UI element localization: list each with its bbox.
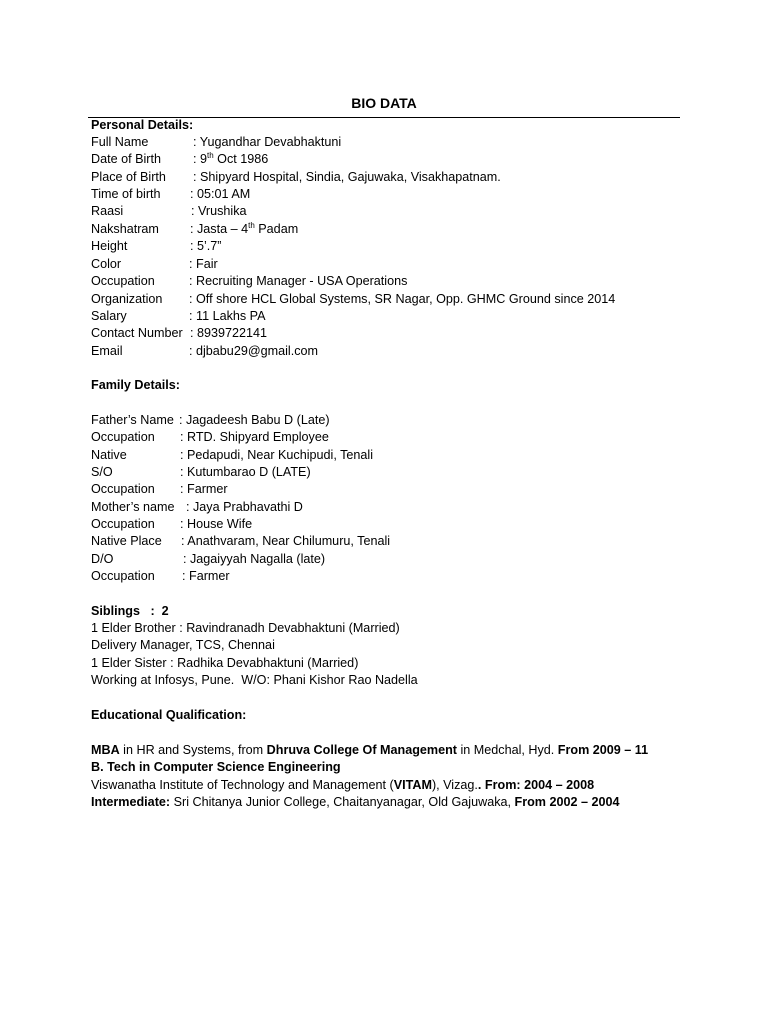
field-label: Occupation xyxy=(91,517,155,531)
personal-row-full-name xyxy=(91,134,341,151)
field-label: Raasi xyxy=(91,204,124,218)
field-value: : 05:01 AM xyxy=(190,187,251,201)
field-label: Father’s Name xyxy=(91,413,174,427)
field-label: Occupation xyxy=(91,569,155,583)
family-row-mother-name xyxy=(91,499,303,516)
field-value: : Jagaiyyah Nagalla (late) xyxy=(183,552,326,566)
field-label: Nakshatram xyxy=(91,222,159,236)
personal-row-organization xyxy=(91,291,615,308)
field-label: Occupation xyxy=(91,482,155,496)
field-label: Email xyxy=(91,344,123,358)
field-value: : 11 Lakhs PA xyxy=(189,309,266,323)
field-value: : Jasta – 4th Padam xyxy=(190,220,299,236)
page-title: BIO DATA xyxy=(351,95,417,111)
field-label: Native Place xyxy=(91,534,162,548)
field-value: : Shipyard Hospital, Sindia, Gajuwaka, Visakhapatnam. xyxy=(193,170,501,184)
field-label: Height xyxy=(91,239,128,253)
family-row-father-occupation xyxy=(91,429,329,446)
field-value: : Jaya Prabhavathi D xyxy=(186,500,303,514)
siblings-heading: Siblings : 2 xyxy=(91,604,169,618)
education-intermediate: Intermediate: Sri Chitanya Junior College, Chaitanyanagar, Old Gajuwaka, From 2002 – 2004 xyxy=(91,795,620,809)
field-label: Color xyxy=(91,257,122,271)
family-row-native xyxy=(91,447,373,464)
field-value: : Jagadeesh Babu D (Late) xyxy=(179,413,330,427)
field-label: Time of birth xyxy=(91,187,161,201)
field-value: : Fair xyxy=(189,257,218,271)
field-label: Place of Birth xyxy=(91,170,166,184)
sibling-line: 1 Elder Brother : Ravindranadh Devabhaktuni (Married) xyxy=(91,621,400,635)
family-row-s-o xyxy=(91,464,311,481)
field-value: : Vrushika xyxy=(191,204,247,218)
field-label: Salary xyxy=(91,309,127,323)
field-label: Occupation xyxy=(91,274,155,288)
field-value: : Farmer xyxy=(180,482,228,496)
family-row-grandfather-occupation xyxy=(91,481,228,498)
field-value: : Recruiting Manager - USA Operations xyxy=(189,274,408,288)
field-value: : RTD. Shipyard Employee xyxy=(180,430,329,444)
field-value: : Yugandhar Devabhaktuni xyxy=(193,135,342,149)
field-label: Contact Number xyxy=(91,326,183,340)
field-value: : 8939722141 xyxy=(190,326,268,340)
family-row-mother-occupation xyxy=(91,516,252,533)
personal-row-raasi xyxy=(91,203,247,220)
personal-row-contact-number xyxy=(91,325,267,342)
personal-row-salary xyxy=(91,308,266,325)
education-vitam: Viswanatha Institute of Technology and Management (VITAM), Vizag.. From: 2004 – 2008 xyxy=(91,778,595,792)
personal-row-occupation xyxy=(91,273,407,290)
field-value: : Pedapudi, Near Kuchipudi, Tenali xyxy=(180,448,374,462)
field-label: Occupation xyxy=(91,430,155,444)
field-value: : 9th Oct 1986 xyxy=(193,150,269,166)
sibling-line: Working at Infosys, Pune. W/O: Phani Kishor Rao Nadella xyxy=(91,673,418,687)
field-label: Full Name xyxy=(91,135,149,149)
field-label: Mother’s name xyxy=(91,500,175,514)
personal-details-heading: Personal Details: xyxy=(91,118,194,132)
education-heading: Educational Qualification: xyxy=(91,708,247,722)
education-btech: B. Tech in Computer Science Engineering xyxy=(91,760,341,774)
personal-row-nakshatram xyxy=(91,221,298,238)
personal-row-email xyxy=(91,343,318,360)
sibling-line: Delivery Manager, TCS, Chennai xyxy=(91,638,275,652)
field-label: Native xyxy=(91,448,127,462)
field-label: Organization xyxy=(91,292,163,306)
personal-row-time-of-birth xyxy=(91,186,250,203)
family-row-d-o xyxy=(91,551,325,568)
family-row-father-name xyxy=(91,412,330,429)
education-mba: MBA in HR and Systems, from Dhruva College Of Management in Medchal, Hyd. From 2009 – 11 xyxy=(91,743,649,757)
field-label: Date of Birth xyxy=(91,152,161,166)
field-label: D/O xyxy=(91,552,114,566)
field-value: : djbabu29@gmail.com xyxy=(189,344,318,358)
family-row-maternal-occupation xyxy=(91,568,230,585)
personal-row-color xyxy=(91,256,218,273)
personal-row-place-of-birth xyxy=(91,169,501,186)
field-value: : Kutumbarao D (LATE) xyxy=(180,465,311,479)
field-value: : Farmer xyxy=(182,569,230,583)
sibling-line: 1 Elder Sister : Radhika Devabhaktuni (Married) xyxy=(91,656,359,670)
personal-row-height xyxy=(91,238,222,255)
family-row-native-place xyxy=(91,533,390,550)
field-value: : 5’.7” xyxy=(190,239,222,253)
field-label: S/O xyxy=(91,465,113,479)
field-value: : Off shore HCL Global Systems, SR Nagar, Opp. GHMC Ground since 2014 xyxy=(189,292,616,306)
family-details-heading: Family Details: xyxy=(91,378,180,392)
personal-row-dob xyxy=(91,151,268,168)
field-value: : Anathvaram, Near Chilumuru, Tenali xyxy=(181,534,391,548)
field-value: : House Wife xyxy=(180,517,253,531)
